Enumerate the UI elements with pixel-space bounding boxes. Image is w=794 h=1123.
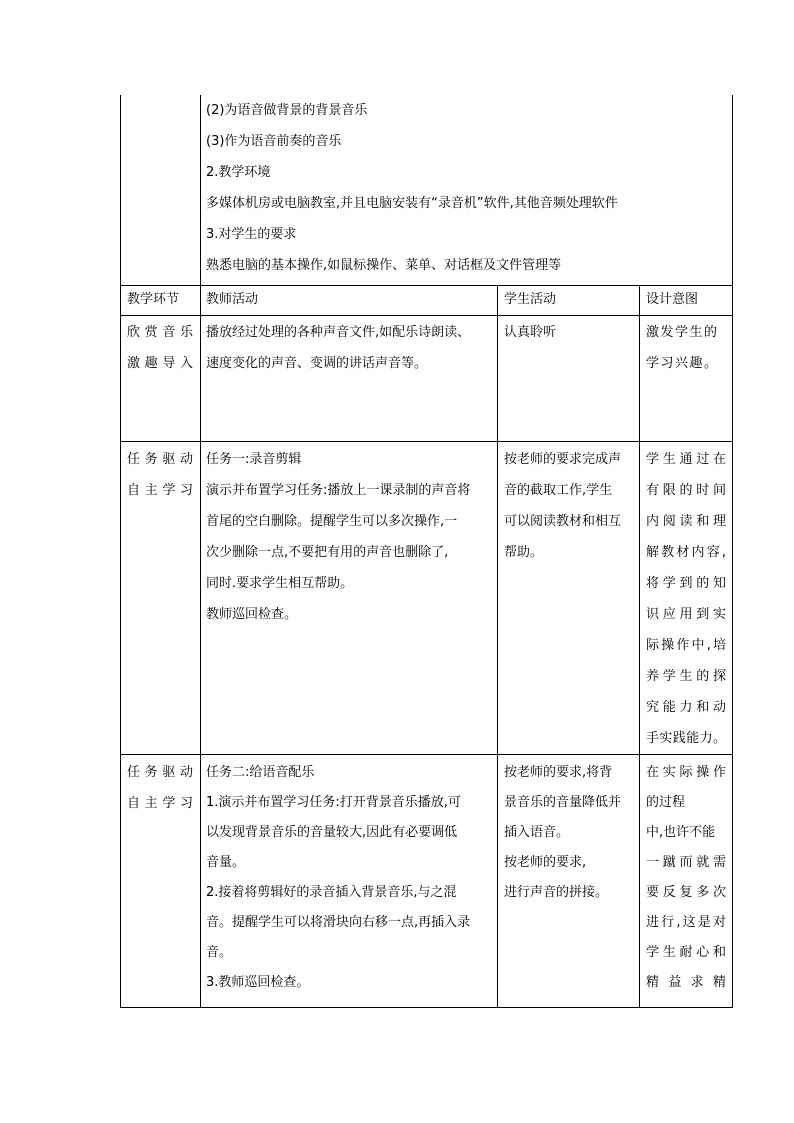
- student-line: 按老师的要求,将背: [504, 765, 613, 780]
- teacher-line: 音。提醒学生可以将滑块向右移一点,再插入录: [206, 915, 471, 930]
- teacher-line: 音。: [206, 945, 233, 960]
- grid-line: [120, 315, 733, 316]
- stage-line: 任务驱动: [127, 765, 193, 780]
- intent-line: 手实践能力。: [646, 731, 726, 746]
- stage-line: 欣赏音乐: [127, 325, 193, 340]
- intent-cell: [646, 451, 726, 761]
- teacher-line: 速度变化的声音、变调的讲话声音等。: [206, 356, 428, 371]
- intent-cell: [646, 764, 726, 1004]
- student-cell: [504, 324, 556, 355]
- teacher-line: 次少删除一点,不要把有用的声音也删除了,: [206, 545, 449, 560]
- intent-line: 究能力和动: [646, 700, 726, 715]
- student-line: 进行声音的拼接。: [504, 885, 609, 900]
- stage-cell: [127, 324, 193, 386]
- header-stage: 教学环节: [127, 292, 180, 307]
- stage-line: 自主学习: [127, 796, 193, 811]
- stage-line: 任务驱动: [127, 452, 193, 467]
- intro-line: (2)为语音做背景的背景音乐: [206, 103, 368, 118]
- stage-cell: [127, 764, 193, 826]
- intro-line: (3)作为语音前奏的音乐: [206, 134, 342, 149]
- teacher-cell: [206, 451, 470, 637]
- intent-line: 内阅读和理: [646, 514, 726, 529]
- grid-line: [120, 1007, 733, 1008]
- intent-line: 有限的时间: [646, 483, 726, 498]
- grid-line: [200, 95, 201, 1008]
- grid-line: [120, 441, 733, 442]
- student-line: 按老师的要求完成声: [504, 452, 622, 467]
- intent-line: 在实际操作: [646, 765, 726, 780]
- intent-line: 一蹴而就需: [646, 855, 726, 870]
- intro-line: 3.对学生的要求: [206, 227, 297, 242]
- teacher-line: 演示并布置学习任务:播放上一课录制的声音将: [206, 483, 471, 498]
- intent-cell: [646, 324, 726, 386]
- student-cell: [504, 764, 621, 914]
- grid-line: [732, 95, 733, 1008]
- intent-line: 精益求精: [646, 975, 726, 990]
- intent-line: 进行,这是对: [646, 915, 726, 930]
- intent-line: 学生通过在: [646, 452, 726, 467]
- intro-line: 多媒体机房或电脑教室,并且电脑安装有“录音机”软件,其他音频处理软件: [206, 196, 618, 211]
- teacher-line: 1.演示并布置学习任务:打开背景音乐播放,可: [206, 795, 461, 810]
- intent-line: 的过程: [646, 795, 686, 810]
- teacher-line: 播放经过处理的各种声音文件,如配乐诗朗读、: [206, 325, 471, 340]
- stage-line: 自主学习: [127, 483, 193, 498]
- intent-line: 识应用到实: [646, 607, 726, 622]
- grid-line: [120, 285, 733, 286]
- teacher-cell: [206, 764, 470, 1004]
- teacher-line: 任务一:录音剪辑: [206, 452, 302, 467]
- teacher-line: 任务二:给语音配乐: [206, 765, 315, 780]
- student-line: 帮助。: [504, 545, 544, 560]
- student-line: 认真聆听: [504, 325, 557, 340]
- intent-line: 学习兴趣。: [646, 356, 719, 371]
- header-intent: 设计意图: [646, 292, 699, 307]
- student-line: 插入语音。: [504, 825, 570, 840]
- intent-line: 将学到的知: [646, 576, 726, 591]
- grid-line: [120, 754, 733, 755]
- teacher-line: 同时.要求学生相互帮助。: [206, 576, 354, 591]
- stage-line: 激趣导入: [127, 356, 193, 371]
- student-line: 音的截取工作,学生: [504, 483, 613, 498]
- intent-line: 要反复多次: [646, 885, 726, 900]
- student-cell: [504, 451, 621, 575]
- stage-cell: [127, 451, 193, 513]
- student-line: 可以阅读教材和相互: [504, 514, 622, 529]
- teacher-line: 以发现背景音乐的音量较大,因此有必要调低: [206, 825, 458, 840]
- teacher-cell: [206, 324, 470, 386]
- intent-line: 际操作中,培: [646, 638, 726, 653]
- teacher-line: 2.接着将剪辑好的录音插入背景音乐,与之混: [206, 885, 457, 900]
- intent-line: 学生耐心和: [646, 945, 726, 960]
- header-teacher: 教师活动: [206, 292, 259, 307]
- grid-line: [497, 285, 498, 1008]
- intro-line: 熟悉电脑的基本操作,如鼠标操作、菜单、对话框及文件管理等: [206, 258, 562, 273]
- student-line: 按老师的要求,: [504, 855, 587, 870]
- intent-line: 激发学生的: [646, 325, 719, 340]
- intent-line: 解教材内容,: [646, 545, 726, 560]
- teacher-line: 教师巡回检查。: [206, 607, 298, 622]
- grid-line: [120, 95, 121, 1008]
- teacher-line: 音量。: [206, 855, 246, 870]
- intent-line: 中,也许不能: [646, 825, 716, 840]
- student-line: 景音乐的音量降低并: [504, 795, 622, 810]
- intent-line: 养学生的探: [646, 669, 726, 684]
- intro-line: 2.教学环境: [206, 165, 271, 180]
- teacher-line: 首尾的空白删除。提醒学生可以多次操作,一: [206, 514, 458, 529]
- teacher-line: 3.教师巡回检查。: [206, 975, 310, 990]
- header-student: 学生活动: [504, 292, 557, 307]
- grid-line: [639, 285, 640, 1008]
